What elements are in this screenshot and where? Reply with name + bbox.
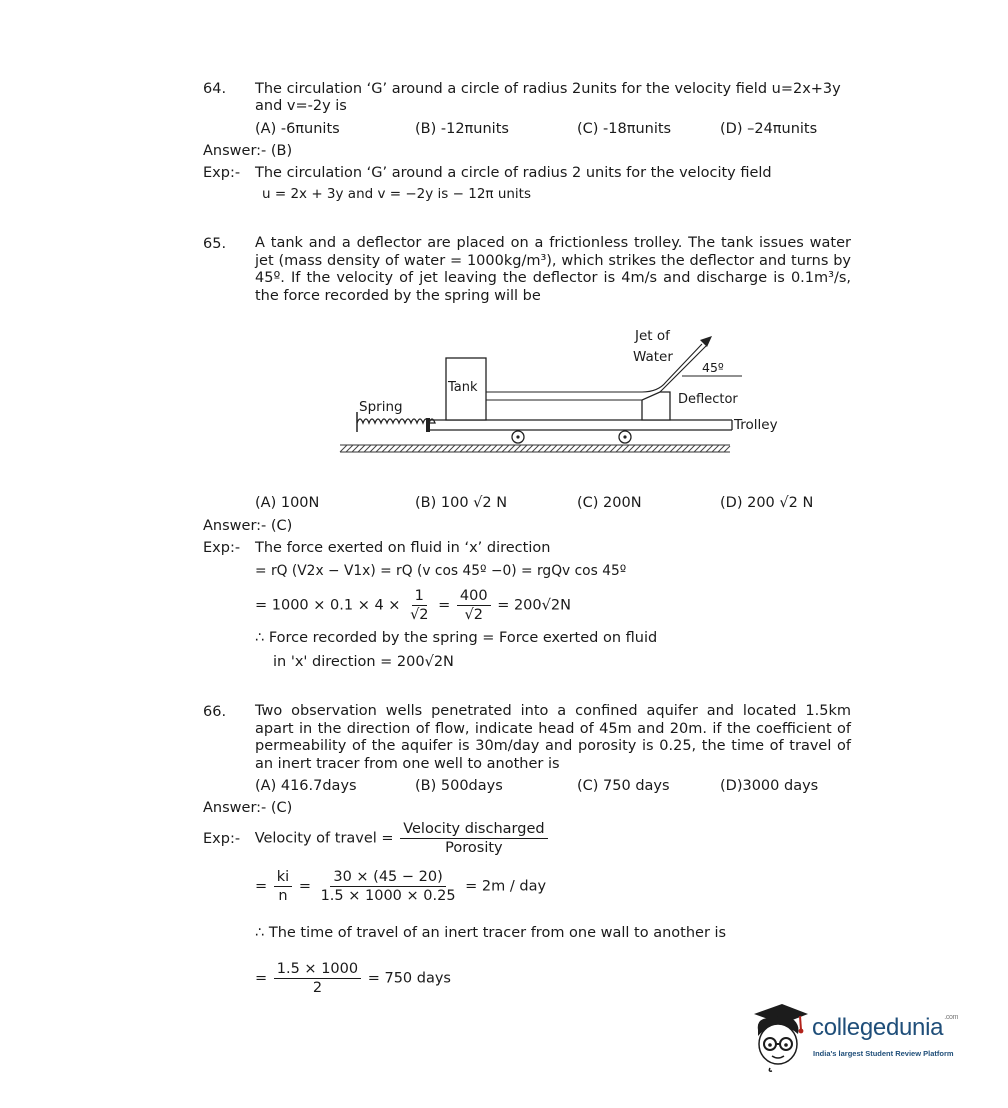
label-jet-of: Jet of [635,328,670,344]
q64-answer: Answer:- (B) [203,143,293,159]
q65-exp-label: Exp:- [203,540,241,556]
q65-exp-line3-b: = 200√2N [497,597,571,614]
q64-exp-line2: u = 2x + 3y and v = −2y is − 12π units [262,186,532,202]
label-deflector: Deflector [678,392,738,407]
q66-frac-v-num: Velocity discharged [400,820,547,839]
q66-number: 66. [203,704,227,720]
q64-option-d: (D) –24πunits [720,121,818,137]
q66-frac-t-den: 2 [312,980,323,996]
q66-velocity-fraction [400,820,547,857]
q66-exp-label: Exp:- [203,830,241,847]
q65-text: A tank and a deflector are placed on a frictionless trolley. The tank issues water jet (mass density of water = 1000kg/m³), which strikes the deflector and turns by 45º. If the velocity of jet leaving the deflector is 4m/s and discharge is 0.1m³/s, the force recorded by the spring will be [255,235,851,304]
mascot-icon [748,1000,810,1072]
q65-option-a: (A) 100N [255,495,320,511]
q65-equals: = [438,597,451,614]
q65-exp-line1: The force exerted on fluid in ‘x’ direction [255,540,551,556]
q66-text: Two observation wells penetrated into a confined aquifer and located 1.5km apart in the direction of flow, indicate head of 45m and 20m. if the coefficient of permeability of the aquifer is 30m/day and porosity is 0.25, the time of travel of an inert tracer from one well to another is [255,703,851,772]
q65-answer: Answer:- (C) [203,518,293,534]
label-spring: Spring [359,399,403,415]
q65-frac1-den: √2 [410,607,429,623]
label-trolley: Trolley [734,417,778,433]
q64-text-line2: and v=-2y is [255,98,347,114]
q65-option-d: (D) 200 √2 N [720,495,814,511]
deflector-block [642,392,670,420]
logo-tagline: India's largest Student Review Platform [813,1049,954,1058]
q66-time-result: = 750 days [367,970,451,987]
q65-fraction-1 [407,587,431,624]
q65-exp-line2: = rQ (V2x − V1x) = rQ (v cos 45º −0) = rgQv cos 45º [255,563,627,579]
q66-vel-result: = 2m / day [465,878,547,895]
q64-text-line1: The circulation ‘G’ around a circle of radius 2units for the velocity field u=2x+3y [255,81,841,97]
q66-exp-calc [255,868,546,905]
q66-eq-1: = [255,878,268,895]
q65-frac1-num: 1 [412,587,427,606]
jet-arrow-icon [700,336,712,347]
label-water: Water [633,349,673,365]
wheel-right [619,431,631,443]
q66-frac-t-num: 1.5 × 1000 [274,960,361,979]
ground-hatch [340,445,730,452]
wheel-left [512,431,524,443]
q64-number: 64. [203,81,227,97]
q66-eq-2: = [298,878,311,895]
q64-option-a: (A) -6πunits [255,121,340,137]
q65-option-c: (C) 200N [577,495,642,511]
q64-option-c: (C) -18πunits [577,121,672,137]
spring-coil [357,419,435,423]
q65-frac2-num: 400 [457,587,491,606]
q64-exp-line1: The circulation ‘G’ around a circle of radius 2 units for the velocity field [255,165,772,181]
q64-exp-label: Exp:- [203,165,241,181]
q66-eq-3: = [255,970,268,987]
q66-exp-vel-text: Velocity of travel = [254,830,394,847]
q66-frac-k-num: ki [274,868,292,887]
label-tank: Tank [448,380,478,395]
q66-calc-fraction [318,868,459,905]
q66-exp-time: ∴ The time of travel of an inert tracer from one wall to another is [255,925,727,941]
q66-option-a: (A) 416.7days [255,778,357,794]
q64-option-b: (B) -12πunits [415,121,509,137]
logo-name: collegedunia [812,1014,944,1041]
q65-tank-trolley-diagram [330,320,800,460]
q66-frac-v-den: Porosity [445,840,503,856]
q66-frac-c-den: 1.5 × 1000 × 0.25 [320,888,456,904]
collegedunia-logo [748,1000,978,1080]
q65-exp-line3 [255,587,571,624]
q66-exp-time-calc [255,960,451,997]
logo-wordmark [812,1014,958,1042]
q65-exp-line5: in 'x' direction = 200√2N [273,654,454,670]
q66-option-b: (B) 500days [415,778,503,794]
q65-option-b: (B) 100 √2 N [415,495,508,511]
spring-connector [426,418,430,432]
q65-number: 65. [203,236,227,252]
q66-ki-fraction [274,868,292,905]
q65-exp-line3-a: = 1000 × 0.1 × 4 × [255,597,401,614]
q65-fraction-2 [457,587,491,624]
q66-frac-k-den: n [278,888,288,904]
q66-frac-c-num: 30 × (45 − 20) [330,868,445,887]
q66-answer: Answer:- (C) [203,800,293,816]
q66-time-fraction [274,960,361,997]
q66-exp-velocity [203,820,550,857]
q66-option-d: (D)3000 days [720,778,819,794]
label-angle: 45º [702,360,724,375]
q65-exp-line4: ∴ Force recorded by the spring = Force exerted on fluid [255,630,658,646]
q65-frac2-den: √2 [464,607,483,623]
logo-suffix: .com [944,1014,959,1021]
q66-option-c: (C) 750 days [577,778,670,794]
